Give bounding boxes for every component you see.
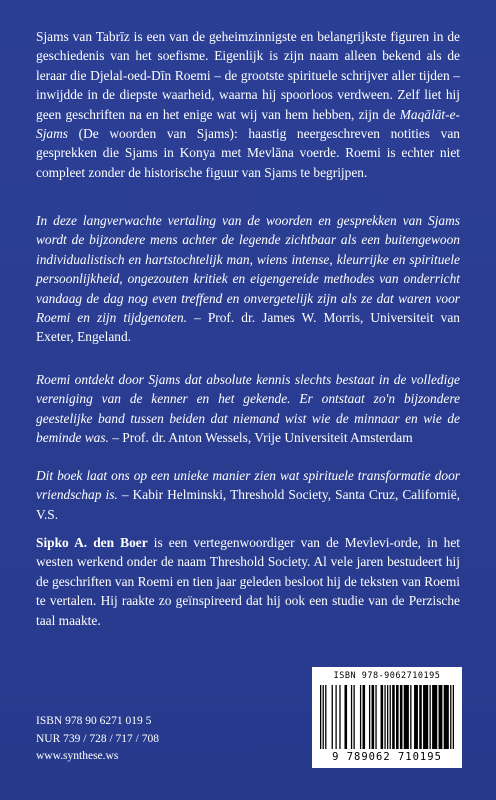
barcode-bar [320,685,321,749]
barcode-bar [354,685,355,749]
barcode-bar [372,685,375,749]
intro-paragraph [36,27,460,182]
barcode-bar [323,685,324,749]
barcode-bar [375,685,376,749]
barcode-bar [396,685,399,749]
barcode-bar [332,685,333,749]
barcode-bar [404,685,409,749]
review-helminski-attribution: – Kabir Helminski, Threshold Society, Santa Cruz, Californië, V.S. [36,487,460,522]
review-helminski [36,466,460,524]
barcode-bar [339,685,340,749]
barcode-bar [325,685,326,749]
barcode-bar [344,685,347,749]
barcode-label [312,667,462,768]
barcode-bar [419,685,422,749]
publication-info [36,713,159,766]
barcode-bar [351,685,352,749]
barcode-bar [335,685,336,749]
barcode-bar [450,685,451,749]
intro-text-a: Sjams van Tabrīz is een van de geheimzinnigste en belangrijkste figuren in de geschiedenis van het soefisme. Eigenlijk is zijn naam alleen bekend als de leraar die Djelal-oed-Dīn Roemi – de grootste spirituele schrijver aller tijden – inwijdde in de diepste waarheid, waarna hij spoorloos verdween. Zelf liet hij geen geschriften na en het enige wat wij van hem hebben, zijn de [36,29,460,122]
barcode-bar [390,685,391,749]
author-bio-text: is een vertegenwoordiger van de Mevlevi-orde, in het westen werkend onder de naam Threshold Society. Al vele jaren bestudeert hij de geschriften van Roemi en tien jaar geleden besloot hij de teksten van Roemi te vertalen. Hij raakte zo geïnspireerd dat hij ook een studie van de Perzische taal maakte. [36,535,460,628]
barcode-bar [384,685,385,749]
barcode-bar [453,685,454,749]
barcode-isbn-text: ISBN 978-9062710195 [333,671,441,681]
barcode-bar [400,685,403,749]
author-bio [36,533,460,630]
intro-book-title: Maqālāt-e-Sjams [36,106,460,142]
barcode-bar [360,685,361,749]
author-name: Sipko A. den Boer [36,535,148,550]
barcode-bar [423,685,428,749]
barcode-bar [392,685,395,749]
barcode-bar [363,685,366,749]
nur-line: NUR 739 / 728 / 717 / 708 [36,732,159,745]
isbn-line: ISBN 978 90 6271 019 5 [36,715,152,727]
review-morris-quote: In deze langverwachte vertaling van de woorden en gesprekken van Sjams wordt de bijzondere mens achter de legende zichtbaar als een buitengewoon individualistisch en hartstochtelijk man, wiens intense, kleurrijke en spirituele persoonlijkheid, ongezouten kritiek en eigengereide methodes van onderricht vandaag de dag nog even treffend en onvergetelijk zijn als ze dat waren voor Roemi en zijn tijdgenoten. [36,213,460,326]
intro-text-b: (De woorden van Sjams): haastig neergeschreven notities van gesprekken die Sjams in Konya met Mevlāna voerde. Roemi is echter niet compleet zonder de historische figuur van Sjams te begrijpen. [36,126,460,180]
barcode-bar [381,685,384,749]
barcode-digits: 9 789062 710195 [332,751,442,763]
barcode-bar [444,685,449,749]
barcode-bar [387,685,388,749]
barcode-bar [432,685,437,749]
barcode-bar [414,685,418,749]
review-wessels [36,370,460,448]
review-helminski-quote: Dit boek laat ons op een unieke manier zien wat spirituele transformatie door vriendschap is. [36,468,460,503]
barcode-bar [369,685,370,749]
barcode-bar [430,685,431,749]
barcode-bars [320,685,454,749]
review-wessels-quote: Roemi ontdekt door Sjams dat absolute kennis slechts bestaat in de volledige vereniging van de kenner en het gekende. Er ontstaat zo'n bijzondere geestelijke band tussen beiden dat niemand wist wie de minnaar en wie de beminde was. [36,372,460,446]
barcode-bar [410,685,411,749]
review-wessels-attribution: – Prof. dr. Anton Wessels, Vrije Universiteit Amsterdam [108,430,413,446]
review-morris [36,211,460,347]
publisher-website: www.synthese.ws [36,750,119,762]
review-morris-attribution: – Prof. dr. James W. Morris, Universiteit van Exeter, Engeland. [36,310,460,345]
barcode-bar [439,685,443,749]
